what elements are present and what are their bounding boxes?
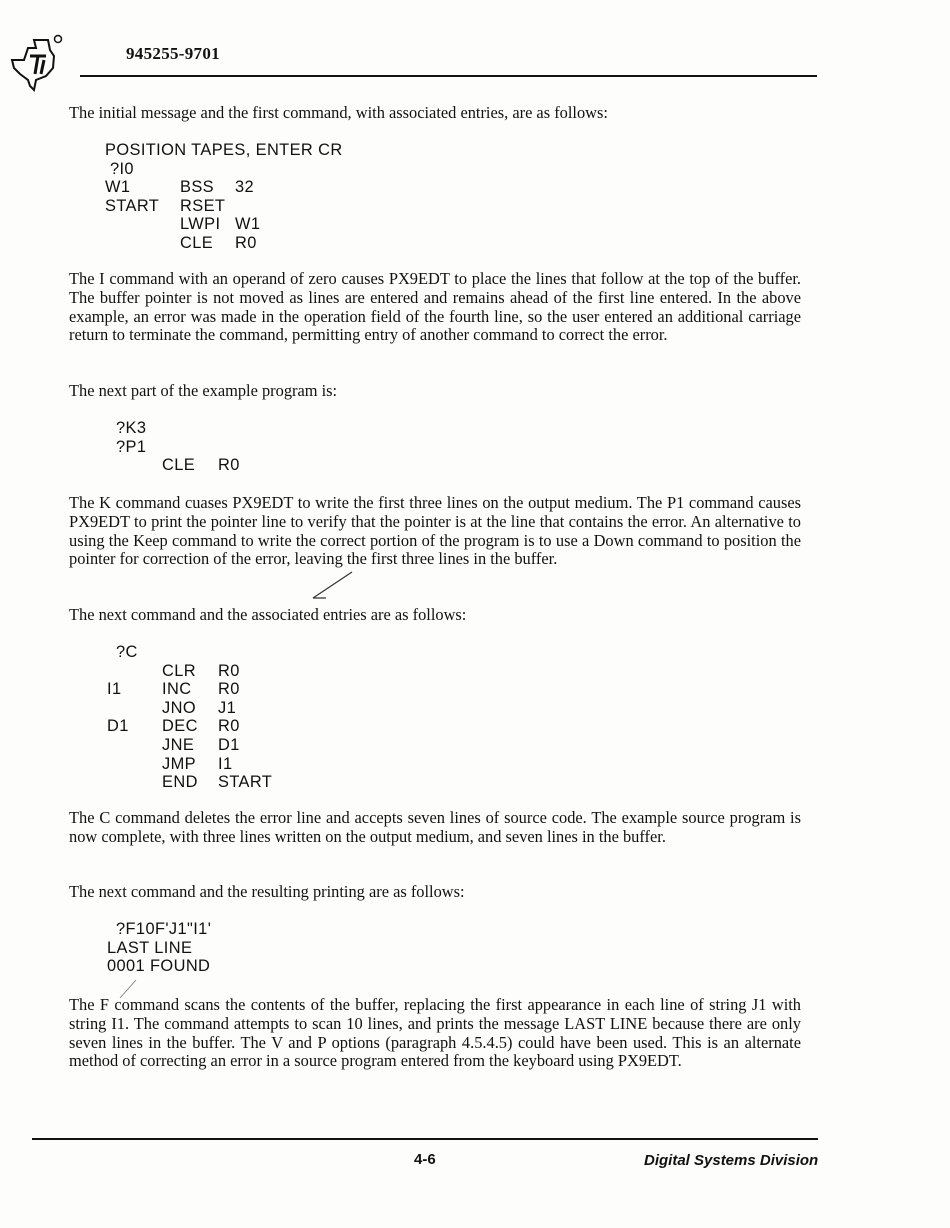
code-line — [107, 698, 237, 718]
code-operand: R0 — [218, 661, 240, 680]
code-label: START — [105, 196, 160, 215]
code-opcode: JNO — [162, 698, 196, 717]
code-line — [105, 215, 261, 234]
code-text: 0001 FOUND — [107, 957, 211, 976]
code-opcode: JMP — [162, 754, 196, 773]
code-line — [116, 419, 147, 438]
code-block-keep — [116, 419, 240, 475]
code-operand: I1 — [218, 754, 233, 773]
paragraph-intro: The initial message and the first command, with associated entries, are as follows: — [69, 103, 608, 122]
paragraph-resulting-printing: The next command and the resulting printing are as follows: — [69, 882, 465, 901]
code-text: ?I0 — [105, 159, 134, 178]
code-operand: R0 — [218, 680, 240, 699]
code-line — [105, 233, 257, 253]
code-text: ?C — [116, 643, 138, 661]
code-text: ?F10F'J1"I1' — [116, 920, 212, 938]
paragraph-f-command: The F command scans the contents of the buffer, replacing the first appearance in each line of string J1 with string I1. The command attempts to scan 10 lines, and prints the message LAST LINE because there are only seven lines in the buffer. The V and P options (paragraph 4.5.4.5) could have been used. This is an alternate method of correcting an error in a source program entered from the keyboard using PX9EDT. — [69, 995, 801, 1071]
code-line — [107, 643, 138, 662]
code-opcode: BSS — [180, 178, 214, 197]
code-opcode: END — [162, 773, 198, 792]
code-line — [105, 178, 255, 197]
code-text: ?P1 — [116, 437, 147, 456]
pencil-check-mark — [310, 570, 356, 604]
document-number: 945255-9701 — [126, 44, 220, 63]
page-number: 4-6 — [414, 1151, 436, 1168]
code-line — [116, 456, 240, 475]
code-line — [105, 159, 134, 179]
code-opcode: INC — [162, 680, 192, 699]
code-line — [107, 717, 240, 736]
paragraph-next-command: The next command and the associated entries are as follows: — [69, 605, 467, 624]
code-operand: R0 — [235, 233, 257, 252]
paragraph-c-command: The C command deletes the error line and accepts seven lines of source code. The example source program is now complete, with three lines written on the output medium, and seven lines in the buffer. — [69, 808, 801, 846]
code-operand: START — [218, 773, 273, 792]
code-opcode: CLR — [162, 661, 196, 680]
code-operand: 32 — [235, 178, 255, 197]
code-label: D1 — [107, 717, 129, 736]
code-operand: D1 — [218, 735, 240, 754]
footer-rule — [32, 1138, 818, 1140]
code-text: POSITION TAPES, ENTER CR — [105, 141, 343, 159]
code-opcode: JNE — [162, 735, 195, 754]
code-opcode: RSET — [180, 196, 226, 215]
code-operand: J1 — [218, 698, 237, 717]
header-rule — [80, 75, 817, 77]
division-name: Digital Systems Division — [644, 1152, 819, 1169]
code-line — [107, 773, 273, 792]
code-operand: R0 — [218, 456, 240, 475]
texas-instruments-logo — [6, 30, 74, 92]
paragraph-i-command: The I command with an operand of zero causes PX9EDT to place the lines that follow at the top of the buffer. The buffer pointer is not moved as lines are entered and remains ahead of the first line entered. In the above example, an error was made in the operation field of the fourth line, so the user entered an additional carriage return to terminate the command, permitting entry of another command to correct the error. — [69, 269, 801, 345]
code-line — [105, 196, 226, 216]
code-opcode: DEC — [162, 717, 198, 736]
code-text: LAST LINE — [107, 938, 193, 957]
code-line — [107, 661, 240, 681]
code-opcode: CLE — [162, 456, 196, 475]
code-label: I1 — [107, 680, 122, 699]
code-line — [116, 437, 147, 457]
paragraph-k-command: The K command cuases PX9EDT to write the first three lines on the output medium. The P1 command causes PX9EDT to print the pointer line to verify that the pointer is at the line that contains the error. An alternative to using the Keep command to write the correct portion of the program is to use a Down command to position the pointer for correction of the error, leaving the first three lines in the buffer. — [69, 493, 801, 569]
code-line — [107, 754, 233, 774]
code-line — [107, 735, 240, 755]
code-label: W1 — [105, 178, 131, 197]
code-operand: W1 — [235, 215, 261, 234]
code-line — [105, 141, 343, 160]
code-block-change — [107, 643, 273, 792]
code-opcode: CLE — [180, 233, 214, 252]
code-opcode: LWPI — [180, 215, 221, 234]
paragraph-next-part: The next part of the example program is: — [69, 381, 338, 400]
code-operand: R0 — [218, 717, 240, 736]
code-block-initial — [105, 141, 343, 253]
code-text: ?K3 — [116, 419, 147, 437]
code-line — [107, 680, 240, 699]
